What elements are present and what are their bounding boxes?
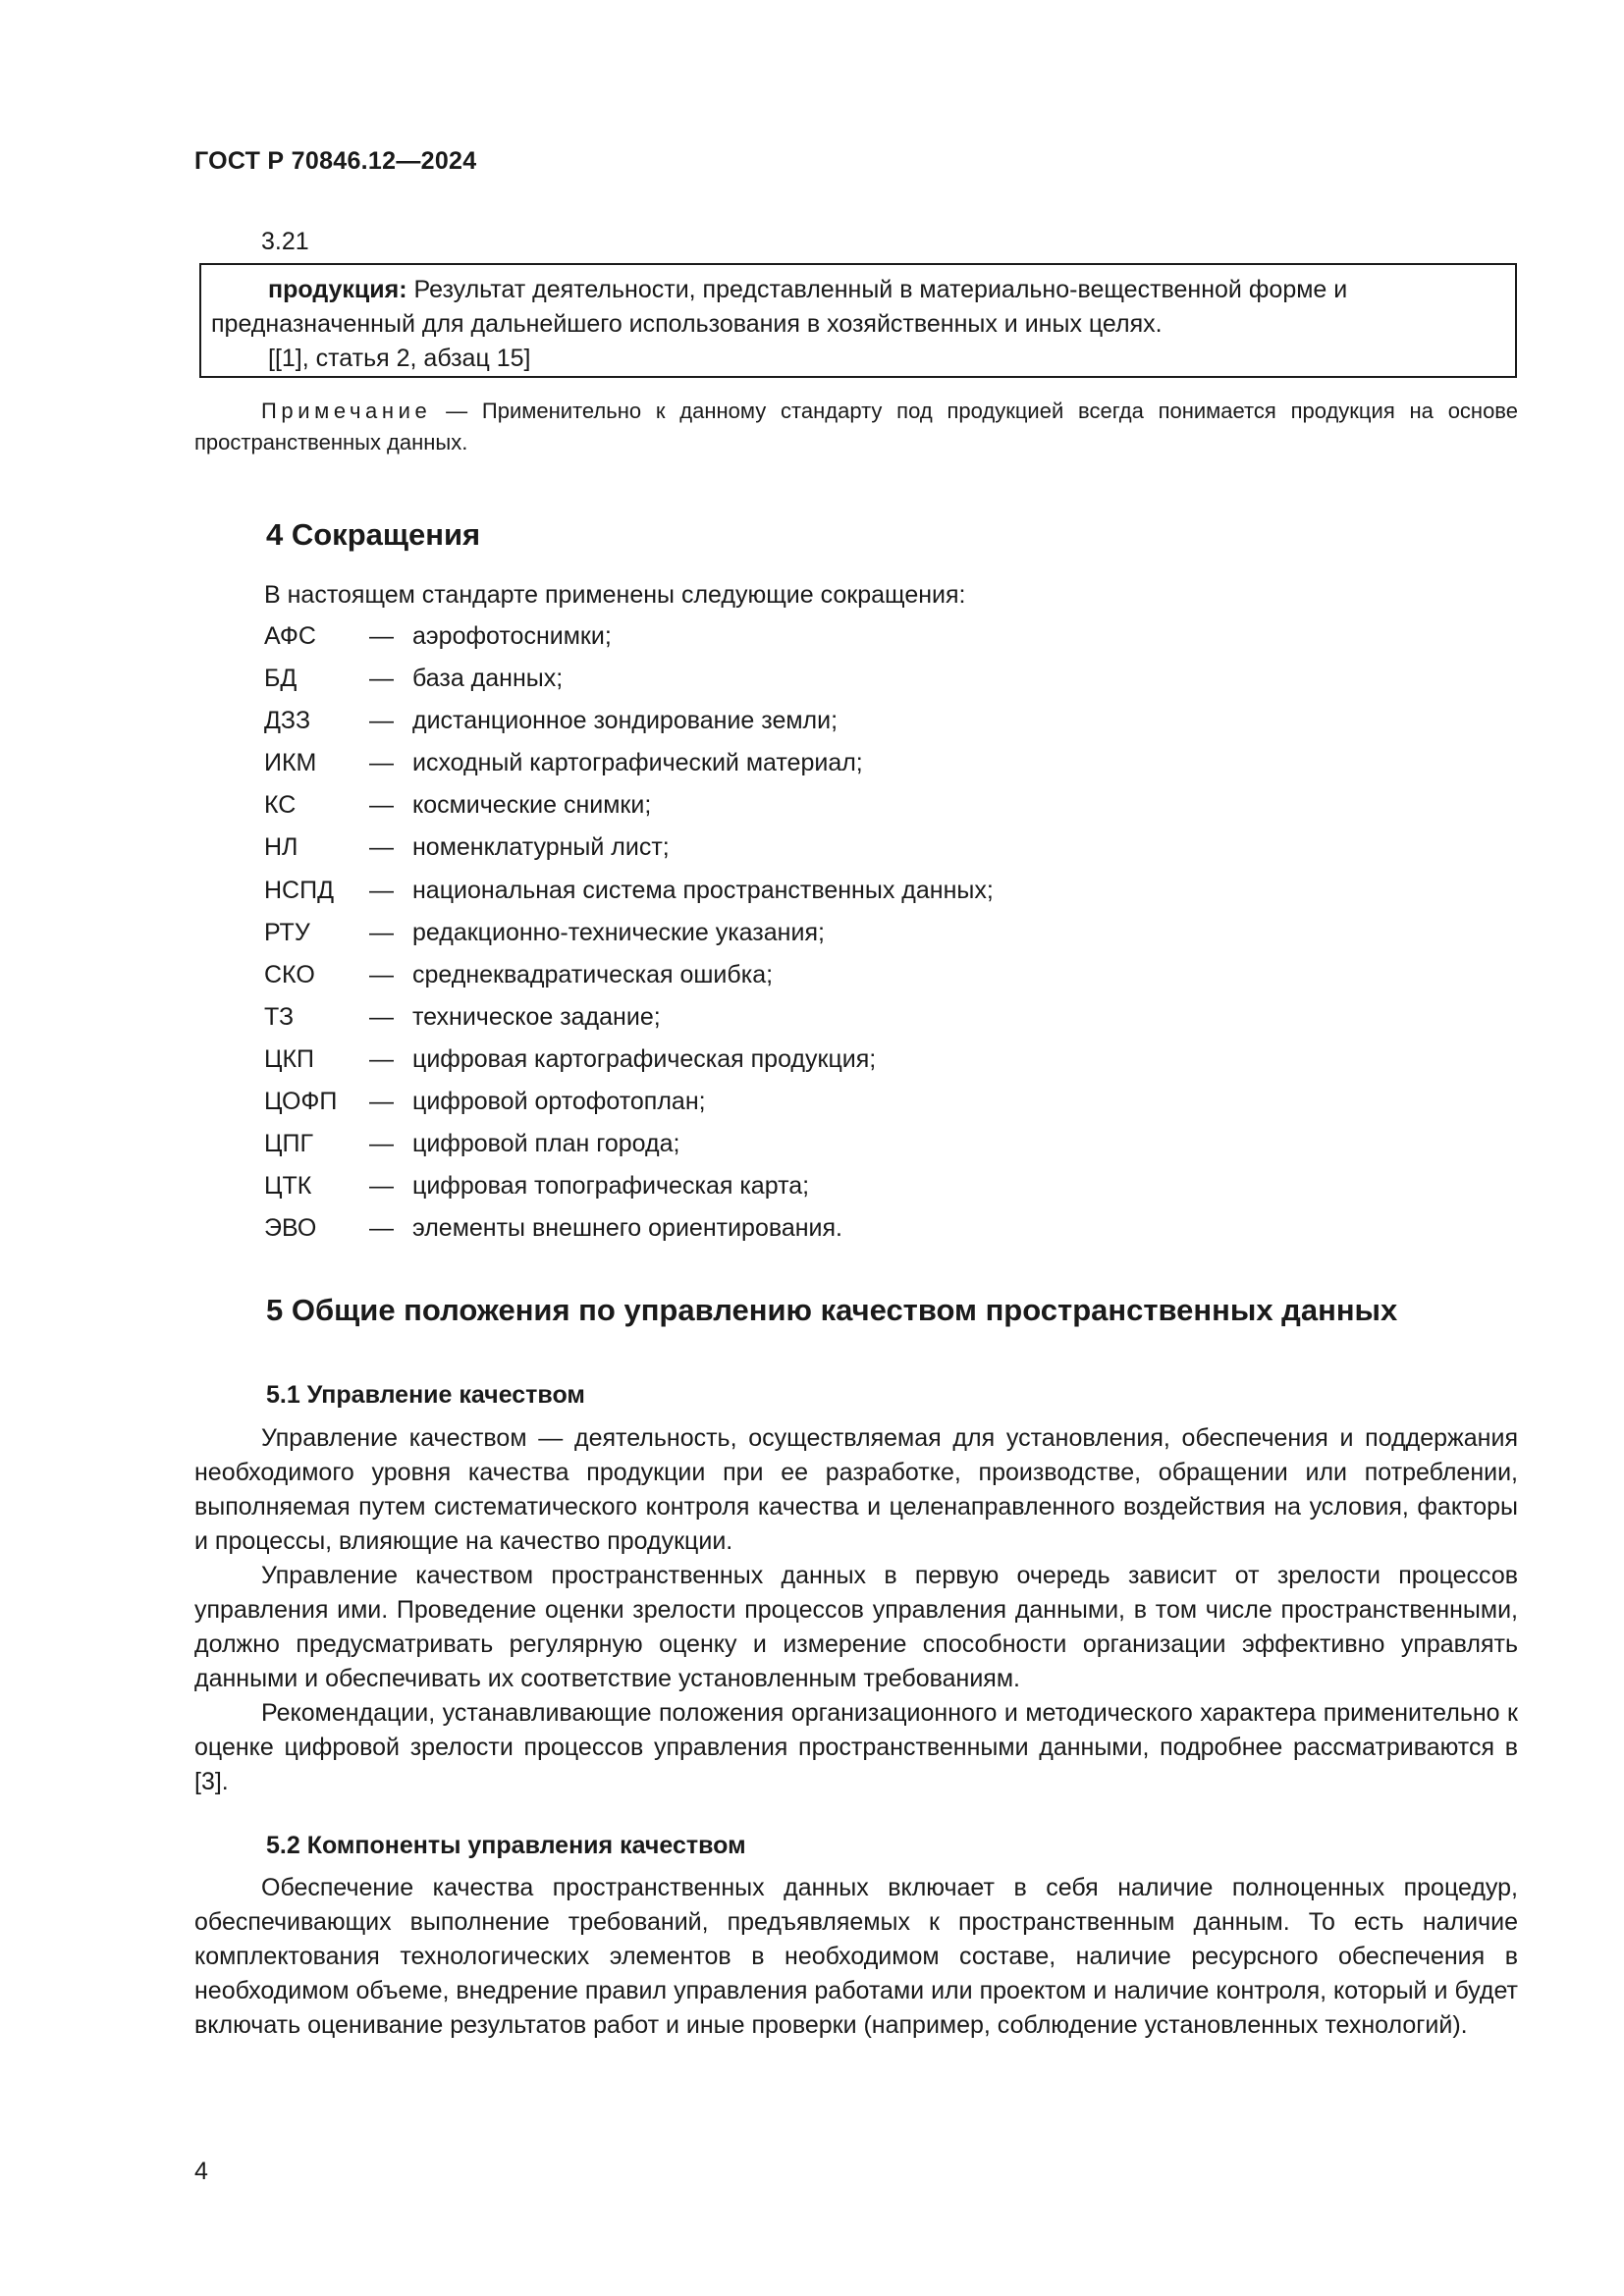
abbreviation: ЦТК bbox=[264, 1172, 312, 1201]
abbreviation-meaning: цифровой план города; bbox=[412, 1130, 680, 1158]
section-5-1-title: 5.1 Управление качеством bbox=[266, 1381, 585, 1409]
term-number: 3.21 bbox=[261, 228, 309, 255]
abbreviation-meaning: дистанционное зондирование земли; bbox=[412, 707, 839, 735]
section-5-1-body bbox=[194, 1421, 1518, 1799]
abbreviation-meaning: исходный картографический материал; bbox=[412, 749, 863, 777]
abbreviation: ЦПГ bbox=[264, 1130, 313, 1158]
abbreviation-row: ЦОФП — цифровой ортофотоплан; bbox=[264, 1088, 706, 1116]
term-definition-box bbox=[199, 263, 1517, 378]
paragraph: Рекомендации, устанавливающие положения организационного и методического характера применительно к оценке цифровой зрелости процессов управления пространственными данными, подробнее рассматриваются в [3]. bbox=[194, 1699, 1518, 1795]
abbreviation-meaning: цифровая картографическая продукция; bbox=[412, 1044, 877, 1073]
abbreviation-row: ТЗ — техническое задание; bbox=[264, 1002, 661, 1031]
section-5-title: 5 Общие положения по управлению качеством пространственных данных bbox=[266, 1293, 1398, 1327]
abbreviation-row: ДЗЗ — дистанционное зондирование земли; bbox=[264, 707, 839, 735]
note bbox=[194, 396, 1518, 458]
abbreviation: РТУ bbox=[264, 918, 310, 946]
abbreviation: СКО bbox=[264, 960, 315, 988]
abbreviation-row: КС — космические снимки; bbox=[264, 791, 652, 820]
abbreviation: ДЗЗ bbox=[264, 707, 311, 735]
abbreviation-meaning: космические снимки; bbox=[412, 791, 652, 820]
section-4-title: 4 Сокращения bbox=[266, 517, 481, 552]
abbreviation: ЭВО bbox=[264, 1214, 317, 1243]
abbreviation-row: РТУ — редакционно-технические указания; bbox=[264, 918, 825, 946]
term-definition-line1: Результат деятельности, представленный в материально-вещественной форме и bbox=[413, 276, 1348, 303]
paragraph: Управление качеством — деятельность, осуществляемая для установления, обеспечения и поддержания необходимого уровня качества продукции при ее разработке, производстве, обращении или потреблении, выполняемая путем систематического контроля качества и целенаправленного воздействия на условия, факторы и процессы, влияющие на качество продукции. bbox=[194, 1424, 1518, 1555]
abbreviation-meaning: база данных; bbox=[412, 665, 564, 693]
abbreviation: ИКМ bbox=[264, 749, 317, 777]
abbreviation: ЦОФП bbox=[264, 1088, 338, 1116]
abbreviation-row: АФС — аэрофотоснимки; bbox=[264, 622, 612, 650]
abbreviation-meaning: среднеквадратическая ошибка; bbox=[412, 960, 774, 988]
abbreviation-row: НСПД — национальная система пространственных данных; bbox=[264, 876, 994, 904]
note-label: Примечание bbox=[261, 399, 432, 423]
abbreviation-row: НЛ — номенклатурный лист; bbox=[264, 833, 670, 862]
abbreviation-meaning: техническое задание; bbox=[412, 1002, 661, 1031]
abbreviation-row: ЦПГ — цифровой план города; bbox=[264, 1130, 680, 1158]
abbreviation-row: БД — база данных; bbox=[264, 665, 564, 693]
abbreviation-meaning: национальная система пространственных данных; bbox=[412, 876, 994, 904]
page-number: 4 bbox=[194, 2158, 208, 2185]
abbreviation-meaning: цифровая топографическая карта; bbox=[412, 1172, 810, 1201]
abbreviation-row: ЦКП — цифровая картографическая продукция; bbox=[264, 1044, 877, 1073]
abbreviation: ЦКП bbox=[264, 1044, 315, 1073]
abbreviations-list bbox=[264, 622, 994, 1256]
abbreviation-meaning: аэрофотоснимки; bbox=[412, 622, 612, 650]
term-definition bbox=[211, 273, 1505, 342]
term-definition-line2: предназначенный для дальнейшего использования в хозяйственных и иных целях. bbox=[211, 310, 1163, 338]
abbreviation-meaning: номенклатурный лист; bbox=[412, 833, 670, 862]
abbreviation-row: ЦТК — цифровая топографическая карта; bbox=[264, 1172, 810, 1201]
note-text: — Применительно к данному стандарту под продукцией всегда понимается продукция на основе пространственных данных. bbox=[194, 399, 1518, 454]
abbreviation-meaning: редакционно-технические указания; bbox=[412, 918, 825, 946]
abbreviation: НЛ bbox=[264, 833, 298, 862]
abbreviation-row: ЭВО — элементы внешнего ориентирования. bbox=[264, 1214, 843, 1243]
term-source: [[1], статья 2, абзац 15] bbox=[268, 345, 531, 372]
section-5-2-body bbox=[194, 1871, 1518, 2043]
abbreviations-intro: В настоящем стандарте применены следующие сокращения: bbox=[264, 581, 966, 609]
abbreviation: АФС bbox=[264, 622, 316, 650]
abbreviation-row: СКО — среднеквадратическая ошибка; bbox=[264, 960, 774, 988]
section-5-2-title: 5.2 Компоненты управления качеством bbox=[266, 1832, 746, 1859]
term-name: продукция: bbox=[268, 276, 407, 303]
abbreviation: ТЗ bbox=[264, 1002, 295, 1031]
abbreviation: НСПД bbox=[264, 876, 335, 904]
paragraph: Управление качеством пространственных данных в первую очередь зависит от зрелости процессов управления ими. Проведение оценки зрелости процессов управления данными, в том числе пространственными, должно предусматривать регулярную оценку и измерение способности организации эффективно управлять данными и обеспечивать их соответствие установленным требованиям. bbox=[194, 1562, 1518, 1692]
abbreviation-meaning: элементы внешнего ориентирования. bbox=[412, 1214, 843, 1243]
abbreviation-meaning: цифровой ортофотоплан; bbox=[412, 1088, 706, 1116]
standard-header: ГОСТ Р 70846.12—2024 bbox=[194, 147, 477, 175]
abbreviation: БД bbox=[264, 665, 298, 693]
abbreviation-row: ИКМ — исходный картографический материал; bbox=[264, 749, 863, 777]
abbreviation: КС bbox=[264, 791, 297, 820]
paragraph: Обеспечение качества пространственных данных включает в себя наличие полноценных процедур, обеспечивающих выполнение требований, предъявляемых к пространственным данным. То есть наличие комплектования технологических элементов в необходимом составе, наличие ресурсного обеспечения в необходимом объеме, внедрение правил управления работами или проектом и наличие контроля, который и будет включать оценивание результатов работ и иные проверки (например, соблюдение установленных технологий). bbox=[194, 1874, 1518, 2039]
